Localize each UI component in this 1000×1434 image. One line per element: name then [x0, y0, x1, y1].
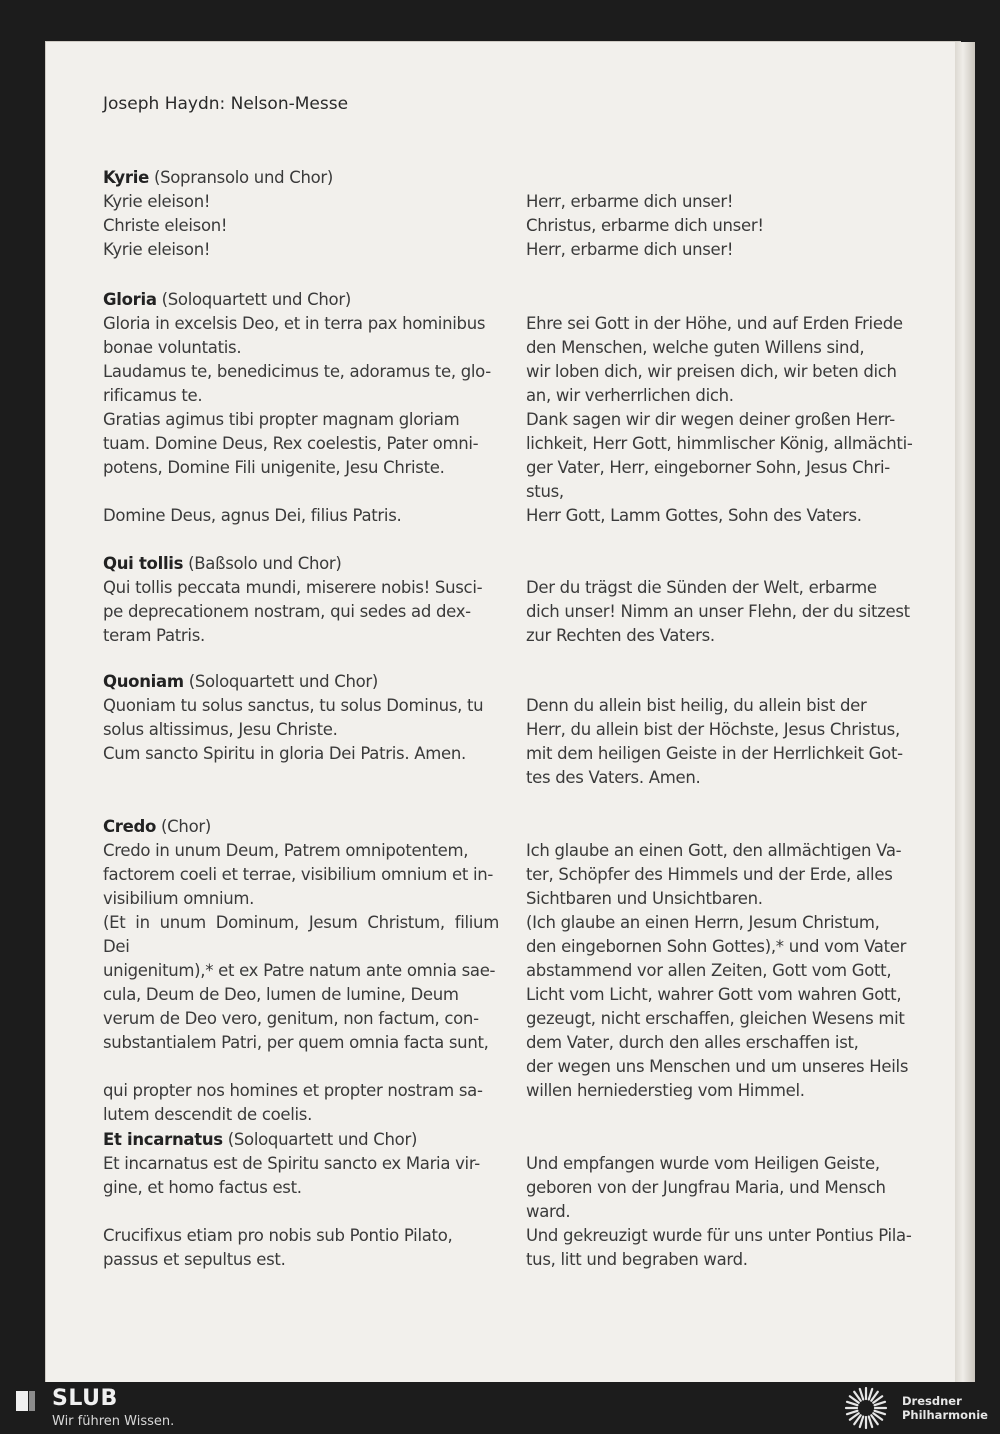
- section-heading: [103, 288, 499, 312]
- logo-ray: [869, 1389, 872, 1399]
- german-line: gezeugt, nicht erschaffen, gleichen Wesens mit: [526, 1009, 905, 1028]
- latin-line: Et incarnatus est de Spiritu sancto ex Maria vir-: [103, 1154, 480, 1173]
- german-column: [526, 1128, 918, 1272]
- partner-name-line1: Dresdner: [902, 1394, 962, 1408]
- latin-line: Qui tollis peccata mundi, miserere nobis! Susci-: [103, 578, 483, 597]
- german-line: Der du trägst die Sünden der Welt, erbarme: [526, 578, 877, 597]
- latin-column: [103, 552, 499, 648]
- library-tagline: Wir führen Wissen.: [52, 1414, 175, 1429]
- german-column: [526, 166, 918, 262]
- latin-line: Kyrie eleison!: [103, 240, 211, 259]
- german-line: Ich glaube an einen Gott, den allmächtigen Va-: [526, 841, 902, 860]
- german-line: Sichtbaren und Unsichtbaren.: [526, 889, 763, 908]
- section-heading-name: Credo: [103, 817, 157, 836]
- logo-ray: [847, 1411, 857, 1414]
- latin-line: verum de Deo vero, genitum, non factum, con-: [103, 1009, 479, 1028]
- paragraph-gap: [526, 1128, 918, 1152]
- german-line: Herr, erbarme dich unser!: [526, 192, 734, 211]
- german-line: den Menschen, welche guten Willens sind,: [526, 338, 865, 357]
- paragraph-gap: [526, 552, 918, 576]
- german-line: Und empfangen wurde vom Heiligen Geiste,: [526, 1154, 880, 1173]
- latin-line: solus altissimus, Jesu Christe.: [103, 720, 338, 739]
- paragraph-gap: [526, 815, 918, 839]
- latin-line: (Et in unum Dominum, Jesum Christum, filium Dei: [103, 913, 499, 956]
- german-line: Denn du allein bist heilig, du allein bist der: [526, 696, 867, 715]
- library-name: SLUB: [52, 1386, 118, 1411]
- paragraph-gap: [526, 670, 918, 694]
- german-column: [526, 670, 918, 790]
- german-column: [526, 815, 918, 1103]
- latin-column: [103, 815, 499, 1127]
- german-line: willen herniederstieg vom Himmel.: [526, 1081, 805, 1100]
- german-line: mit dem heiligen Geiste in der Herrlichkeit Got-: [526, 744, 903, 763]
- german-line: Und gekreuzigt wurde für uns unter Pontius Pila-: [526, 1226, 912, 1245]
- partner-name-line2: Philharmonie: [902, 1408, 988, 1422]
- german-line: Herr Gott, Lamm Gottes, Sohn des Vaters.: [526, 506, 862, 525]
- german-column: [526, 552, 918, 648]
- latin-line: Cum sancto Spiritu in gloria Dei Patris. Amen.: [103, 744, 466, 763]
- slub-logo-icon: [14, 1388, 38, 1414]
- paragraph-gap: [103, 1055, 499, 1079]
- latin-line: potens, Domine Fili unigenite, Jesu Christe.: [103, 458, 445, 477]
- latin-line: lutem descendit de coelis.: [103, 1105, 313, 1124]
- latin-line: Christe eleison!: [103, 216, 228, 235]
- paragraph-gap: [103, 480, 499, 504]
- german-line: an, wir verherrlichen dich.: [526, 386, 734, 405]
- logo-ray: [860, 1417, 863, 1427]
- german-line: abstammend vor allen Zeiten, Gott vom Gott,: [526, 961, 892, 980]
- latin-line: Credo in unum Deum, Patrem omnipotentem,: [103, 841, 469, 860]
- latin-line: rificamus te.: [103, 386, 203, 405]
- german-line: zur Rechten des Vaters.: [526, 626, 715, 645]
- german-line: ward.: [526, 1202, 571, 1221]
- section-heading-voices: (Baßsolo und Chor): [188, 554, 342, 573]
- latin-line: gine, et homo factus est.: [103, 1178, 302, 1197]
- latin-line: cula, Deum de Deo, lumen de lumine, Deum: [103, 985, 459, 1004]
- partner-name: [902, 1394, 988, 1422]
- german-line: Christus, erbarme dich unser!: [526, 216, 764, 235]
- section-heading: [103, 166, 499, 190]
- latin-line: pe deprecationem nostram, qui sedes ad dex-: [103, 602, 471, 621]
- german-line: dem Vater, durch den alles erschaffen ist,: [526, 1033, 859, 1052]
- german-line: ter, Schöpfer des Himmels und der Erde, alles: [526, 865, 893, 884]
- logo-ray: [869, 1417, 872, 1427]
- german-line: den eingebornen Sohn Gottes),* und vom Vater: [526, 937, 907, 956]
- latin-line: visibilium omnium.: [103, 889, 255, 908]
- logo-ray: [875, 1402, 885, 1405]
- german-column: [526, 288, 918, 528]
- section-heading-name: Et incarnatus: [103, 1130, 223, 1149]
- german-line: Licht vom Licht, wahrer Gott vom wahren Gott,: [526, 985, 902, 1004]
- german-line: (Ich glaube an einen Herrn, Jesum Christum,: [526, 913, 880, 932]
- german-line: stus,: [526, 482, 564, 501]
- latin-line: teram Patris.: [103, 626, 205, 645]
- latin-line: Kyrie eleison!: [103, 192, 211, 211]
- latin-line: unigenitum),* et ex Patre natum ante omnia sae-: [103, 961, 496, 980]
- latin-line: Gloria in excelsis Deo, et in terra pax hominibus: [103, 314, 486, 333]
- section-heading: [103, 1128, 499, 1152]
- latin-column: [103, 288, 499, 528]
- latin-line: bonae voluntatis.: [103, 338, 242, 357]
- page-content: [46, 42, 960, 1382]
- page-title: Joseph Haydn: Nelson-Messe: [103, 94, 349, 114]
- latin-line: Domine Deus, agnus Dei, filius Patris.: [103, 506, 402, 525]
- logo-ray: [875, 1411, 885, 1414]
- latin-line: Gratias agimus tibi propter magnam gloriam: [103, 410, 460, 429]
- section-heading: [103, 670, 499, 694]
- section-heading-name: Kyrie: [103, 168, 149, 187]
- section-heading-voices: (Chor): [161, 817, 211, 836]
- section-heading-voices: (Soloquartett und Chor): [188, 672, 379, 691]
- german-line: Dank sagen wir dir wegen deiner großen Herr-: [526, 410, 895, 429]
- latin-line: factorem coeli et terrae, visibilium omnium et in-: [103, 865, 494, 884]
- section-heading-name: Quoniam: [103, 672, 184, 691]
- latin-line: passus et sepultus est.: [103, 1250, 286, 1269]
- latin-line: tuam. Domine Deus, Rex coelestis, Pater omni-: [103, 434, 479, 453]
- logo-ray: [847, 1402, 857, 1405]
- german-line: Herr, du allein bist der Höchste, Jesus Christus,: [526, 720, 900, 739]
- paragraph-gap: [103, 1200, 499, 1224]
- german-line: dich unser! Nimm an unser Flehn, der du sitzest: [526, 602, 910, 621]
- paragraph-gap: [526, 288, 918, 312]
- latin-line: Crucifixus etiam pro nobis sub Pontio Pilato,: [103, 1226, 453, 1245]
- latin-line: qui propter nos homines et propter nostram sa-: [103, 1081, 483, 1100]
- german-line: Herr, erbarme dich unser!: [526, 240, 734, 259]
- latin-column: [103, 166, 499, 262]
- latin-line: Laudamus te, benedicimus te, adoramus te, glo-: [103, 362, 491, 381]
- section-heading-voices: (Soloquartett und Chor): [161, 290, 351, 309]
- german-line: tes des Vaters. Amen.: [526, 768, 701, 787]
- section-heading-name: Qui tollis: [103, 554, 184, 573]
- latin-line: Quoniam tu solus sanctus, tu solus Dominus, tu: [103, 696, 484, 715]
- german-line: wir loben dich, wir preisen dich, wir beten dich: [526, 362, 897, 381]
- section-heading: [103, 815, 499, 839]
- section-heading-voices: (Sopransolo und Chor): [153, 168, 334, 187]
- german-line: tus, litt und begraben ward.: [526, 1250, 748, 1269]
- section-heading-voices: (Soloquartett und Chor): [227, 1130, 418, 1149]
- section-heading-name: Gloria: [103, 290, 157, 309]
- german-line: Ehre sei Gott in der Höhe, und auf Erden Friede: [526, 314, 903, 333]
- latin-column: [103, 1128, 499, 1272]
- german-line: geboren von der Jungfrau Maria, und Mensch: [526, 1178, 886, 1197]
- german-line: der wegen uns Menschen und um unseres Heils: [526, 1057, 909, 1076]
- logo-ray: [860, 1389, 863, 1399]
- latin-column: [103, 670, 499, 766]
- latin-line: substantialem Patri, per quem omnia facta sunt,: [103, 1033, 489, 1052]
- paragraph-gap: [526, 166, 918, 190]
- german-line: lichkeit, Herr Gott, himmlischer König, allmächti-: [526, 434, 913, 453]
- german-line: ger Vater, Herr, eingeborner Sohn, Jesus Chri-: [526, 458, 890, 477]
- philharmonie-logo-icon: [840, 1386, 892, 1430]
- section-heading: [103, 552, 499, 576]
